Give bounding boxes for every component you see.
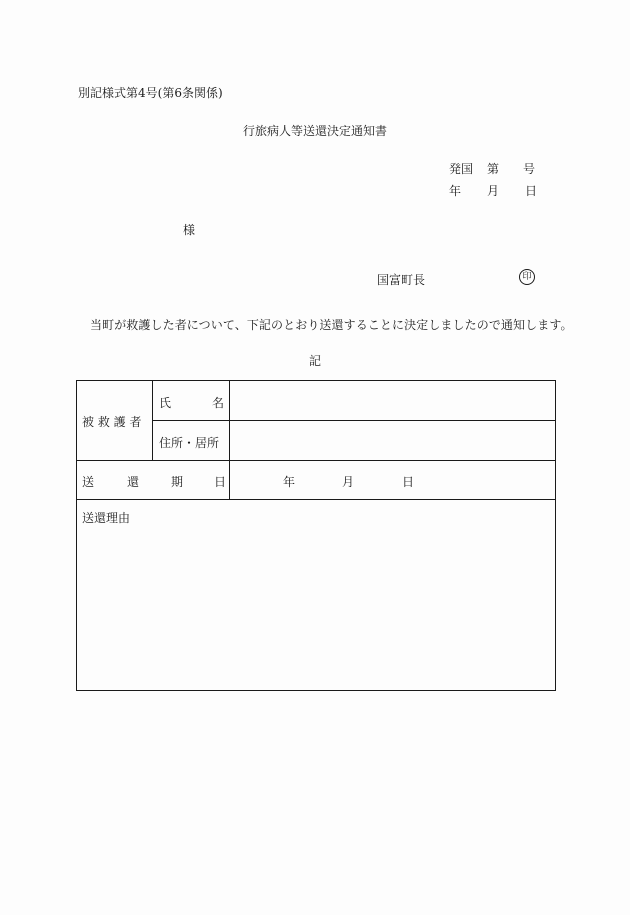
date-year: 年 xyxy=(449,184,462,198)
date-label-3: 期 xyxy=(171,475,184,489)
reason-label: 送還理由 xyxy=(82,511,131,525)
date-unit-month: 月 xyxy=(342,475,355,489)
date-label-1: 送 xyxy=(82,475,95,489)
table-border-top xyxy=(76,380,556,381)
issue-dai: 第 xyxy=(487,162,500,176)
recipient-suffix: 様 xyxy=(183,223,196,237)
document-title: 行旅病人等送還決定通知書 xyxy=(242,124,387,138)
form-label: 別記様式第4号(第6条関係) xyxy=(78,86,223,100)
issue-number xyxy=(449,160,535,177)
seal-icon: 印 xyxy=(519,269,535,285)
ki-heading: 記 xyxy=(308,354,321,368)
divider-col2 xyxy=(229,380,230,499)
date-day: 日 xyxy=(525,184,538,198)
divider-col1 xyxy=(152,380,153,460)
notice-body: 当町が救護した者について、下記のとおり送還することに決定しましたので通知します。 xyxy=(90,318,573,332)
date-label-2: 還 xyxy=(127,475,140,489)
table-border-left xyxy=(76,380,77,691)
table-border-right xyxy=(555,380,556,691)
date-unit-year: 年 xyxy=(283,475,296,489)
name-label-second: 名 xyxy=(212,396,225,410)
issue-go: 号 xyxy=(523,162,536,176)
issue-date xyxy=(449,182,537,199)
table-border-bottom xyxy=(76,690,556,691)
issue-prefix: 発国 xyxy=(449,162,474,176)
date-unit-day: 日 xyxy=(402,475,415,489)
name-label-first: 氏 xyxy=(159,396,172,410)
address-label: 住所・居所 xyxy=(159,436,220,450)
divider-protected-date xyxy=(76,460,556,461)
record-table xyxy=(76,380,556,691)
divider-date-reason xyxy=(76,499,556,500)
protected-person-label: 被 救 護 者 xyxy=(82,415,142,429)
divider-name-address xyxy=(152,420,556,421)
date-month: 月 xyxy=(487,184,500,198)
sender-name: 国富町長 xyxy=(377,273,426,287)
date-label-4: 日 xyxy=(214,475,227,489)
